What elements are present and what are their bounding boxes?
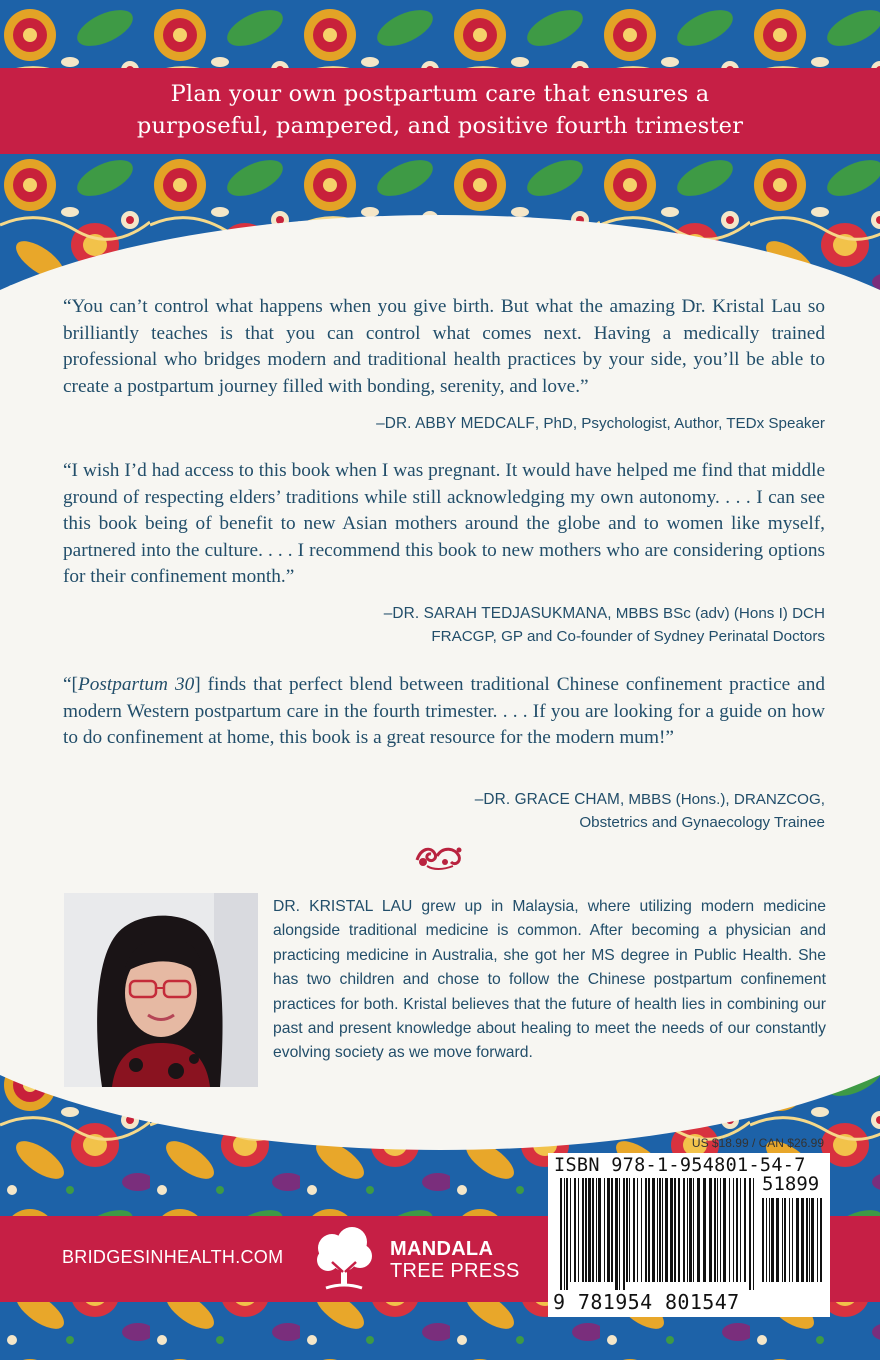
barcode-bar — [709, 1178, 712, 1282]
barcode-bar — [693, 1178, 694, 1282]
barcode-bar — [604, 1178, 605, 1282]
barcode-bar — [592, 1178, 594, 1282]
testimonial-quote-3 — [63, 672, 825, 752]
publisher-line-1: MANDALA — [390, 1238, 494, 1260]
barcode-bar — [674, 1178, 676, 1282]
barcode-bar — [820, 1198, 822, 1282]
author-portrait — [64, 893, 258, 1087]
barcode-bar — [740, 1178, 741, 1282]
testimonial-attribution-3 — [105, 789, 825, 834]
barcode-bar — [648, 1178, 650, 1282]
tagline-line-1: Plan your own postpartum care that ensures a — [170, 81, 710, 107]
barcode-bar — [678, 1178, 680, 1282]
testimonial-quote-2: “I wish I’d had access to this book when I was pregnant. It would have helped me find that middle ground of respecting elders’ traditions while still acknowledging my own autonomy. . . . I can see this book being of benefit to new Asian mothers around the globe and to women like myself, partnered into the culture. . . . I recommend this book to new mothers who are considering options for their confinement month.” — [63, 460, 825, 588]
barcode-bar — [784, 1198, 786, 1282]
price-code: 51899 — [762, 1173, 820, 1195]
barcode-bar — [574, 1178, 576, 1282]
testimonial-credentials-3b: Obstetrics and Gynaecology Trainee — [579, 813, 825, 831]
barcode-bar — [560, 1178, 562, 1290]
ean-barcode — [560, 1178, 756, 1290]
barcode-bar — [633, 1178, 635, 1282]
tagline-line-2: purposeful, pampered, and positive fourth trimester — [136, 113, 744, 139]
barcode-bar — [683, 1178, 685, 1282]
testimonial-credentials-3: , MBBS (Hons.), DRANZCOG, — [619, 791, 825, 808]
publisher-name — [390, 1238, 520, 1282]
book-title: Postpartum 30 — [77, 674, 195, 695]
barcode-bar — [771, 1198, 774, 1282]
barcode-bar — [637, 1178, 638, 1282]
barcode-bar — [689, 1178, 692, 1282]
barcode-bar — [792, 1198, 793, 1282]
author-bio: DR. KRISTAL LAU grew up in Malaysia, where utilizing modern medicine alongside traditional medicine is common. After becoming a physician and practicing medicine in Australia, she got her MS degree in Public Health. She has two children and chose to follow the Chinese postpartum confinement practices for both. Kristal believes that the future of health lies in combining our past and present knowledge about healing to meet the needs of our constantly evolving society as we move forward. — [273, 898, 826, 1062]
barcode-bar — [776, 1198, 779, 1282]
barcode-bar — [670, 1178, 673, 1282]
barcode-digits: 9 781954 801547 — [553, 1290, 740, 1314]
barcode-bar — [806, 1198, 808, 1282]
barcode-bar — [564, 1178, 565, 1290]
barcode-bar — [714, 1178, 716, 1282]
barcode-bar — [626, 1178, 628, 1282]
barcode-bar — [789, 1198, 790, 1282]
testimonial-quote-1: “You can’t control what happens when you give birth. But what the amazing Dr. Kristal Lau so brilliantly teaches is that you can control what comes next. Having a medically trained professional who bridges modern and traditional health practices by your side, you’ll be able to create a postpartum journey filled with bonding, serenity, and love.” — [63, 296, 825, 397]
quote-rest: ] finds that perfect blend between traditional Chinese confinement practice and modern Western postpartum care in the fourth trimester. . . . If you are looking for a guide on how to do confinement at home, this book is a great resource for the modern mum!” — [63, 674, 826, 749]
barcode-bar — [817, 1198, 818, 1282]
barcode-bar — [717, 1178, 718, 1282]
barcode-bar — [598, 1178, 601, 1282]
testimonial-author-3: –DR. GRACE CHAM — [474, 791, 620, 808]
floral-ornament-icon — [413, 842, 465, 872]
barcode-bar — [729, 1178, 730, 1282]
barcode-bar — [623, 1178, 625, 1290]
barcode-bar — [641, 1178, 642, 1282]
barcode-bar — [749, 1178, 751, 1290]
barcode-bar — [652, 1178, 655, 1282]
barcode-bar — [588, 1178, 591, 1282]
barcode-bar — [782, 1198, 783, 1282]
barcode-bar — [769, 1198, 770, 1282]
barcode-bar — [801, 1198, 804, 1282]
barcode-bar — [687, 1178, 688, 1282]
barcode-bar — [662, 1178, 663, 1282]
barcode-bar — [665, 1178, 668, 1282]
barcode-bar — [753, 1178, 754, 1290]
barcode-bar — [615, 1178, 618, 1290]
testimonial-author-1: –DR. ABBY MEDCALF — [376, 415, 535, 432]
testimonial-credentials-1: , PhD, Psychologist, Author, TEDx Speaker — [534, 415, 825, 432]
barcode-bar — [578, 1178, 579, 1282]
barcode-bar — [762, 1198, 764, 1282]
barcode-bar — [570, 1178, 571, 1282]
barcode-bar — [723, 1178, 726, 1282]
price-label: US $18.99 / CAN $26.99 — [691, 1136, 824, 1150]
testimonial-author-2: –DR. SARAH TEDJASUKMANA — [383, 605, 608, 622]
isbn-text: ISBN 978-1-954801-54-7 — [554, 1155, 806, 1176]
barcode-bar — [733, 1178, 734, 1282]
barcode-bar — [811, 1198, 814, 1282]
testimonial-attribution-1 — [105, 413, 825, 436]
barcode-bar — [619, 1178, 620, 1290]
barcode-bar — [585, 1178, 587, 1282]
barcode-bar — [659, 1178, 661, 1282]
quote-open: “[ — [63, 674, 78, 695]
tagline — [0, 78, 880, 142]
barcode-bar — [703, 1178, 706, 1282]
testimonial-credentials-2b: FRACGP, GP and Co-founder of Sydney Perinatal Doctors — [431, 627, 825, 645]
tree-logo-icon — [312, 1226, 376, 1292]
addon-barcode — [762, 1198, 824, 1290]
barcode-bar — [582, 1178, 584, 1282]
barcode-bar — [629, 1178, 630, 1282]
publisher-line-2: TREE PRESS — [390, 1260, 520, 1282]
barcode-bar — [796, 1198, 799, 1282]
barcode-bar — [809, 1198, 810, 1282]
barcode-bar — [744, 1178, 746, 1282]
barcode-bar — [645, 1178, 647, 1282]
testimonial-credentials-2: , MBBS BSc (adv) (Hons I) DCH — [607, 605, 825, 622]
barcode-bar — [607, 1178, 610, 1282]
barcode-bar — [657, 1178, 658, 1282]
barcode-bar — [766, 1198, 767, 1282]
website-link[interactable]: BRIDGESINHEALTH.COM — [62, 1247, 284, 1267]
barcode-bar — [736, 1178, 738, 1282]
testimonial-attribution-2 — [105, 603, 825, 648]
barcode-bar — [697, 1178, 700, 1282]
barcode-bar — [720, 1178, 721, 1282]
barcode-bar — [611, 1178, 613, 1282]
barcode-bar — [596, 1178, 597, 1282]
barcode-bar — [566, 1178, 568, 1290]
